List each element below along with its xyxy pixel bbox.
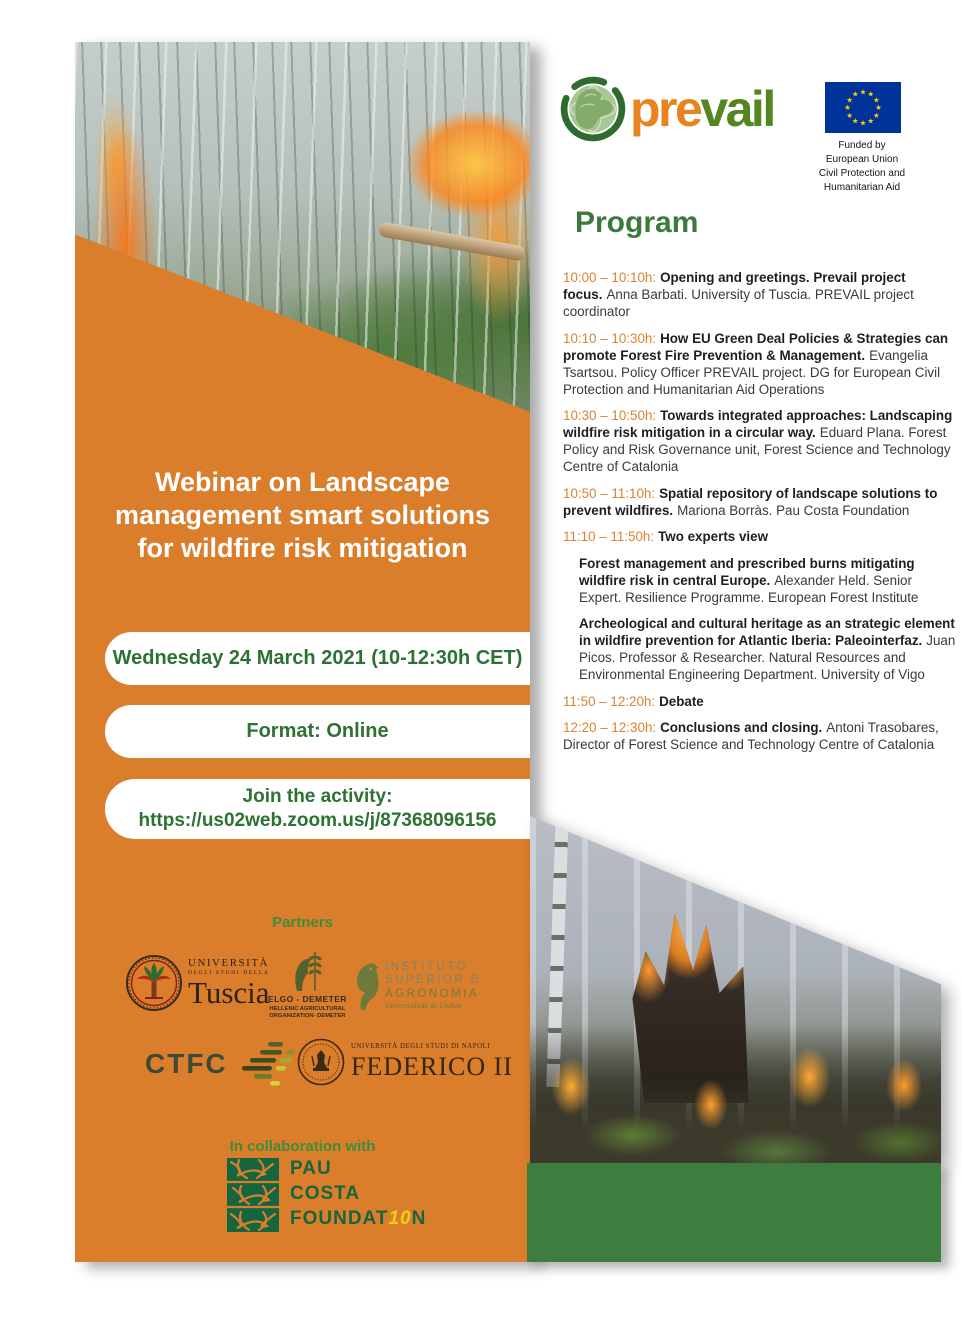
program-item-title: Two experts view: [658, 529, 768, 544]
program-item: [563, 330, 957, 398]
program-schedule: [563, 269, 957, 763]
zoom-meeting-link[interactable]: https://us02web.zoom.us/j/87368096156: [138, 810, 497, 831]
program-item-time: 10:10 – 10:30h:: [563, 330, 657, 346]
program-item-title: Opening and greetings. Prevail project focus.: [563, 270, 906, 302]
program-heading: Program: [575, 206, 699, 239]
logo-elgo-demeter: [268, 950, 347, 1020]
bottom-photo-wrap: [530, 816, 941, 1163]
format-text: Format: Online: [246, 720, 389, 742]
webinar-title-line3: for wildfire risk mitigation: [137, 533, 468, 563]
logo-federico-ii: [297, 1038, 513, 1086]
program-item: [563, 528, 957, 545]
join-banner: [105, 779, 530, 839]
isa-eagle-icon: [347, 960, 381, 1012]
svg-text:★: ★: [859, 118, 867, 128]
ctfc-wordmark: CTFC: [145, 1048, 228, 1079]
program-item-time: 11:50 – 12:20h:: [563, 693, 656, 709]
date-banner: [105, 632, 530, 685]
paucosta-ten-accent: 10: [388, 1208, 412, 1229]
program-item-detail: Alexander Held. Senior Expert. Resilience Programme. European Forest Institute: [579, 572, 919, 605]
program-item-time: 12:20 – 12:30h:: [563, 720, 657, 735]
program-item-time: 10:00 – 10:10h:: [563, 270, 657, 285]
program-item-detail: Anna Barbati. University of Tuscia. PREVAIL project coordinator: [563, 287, 914, 319]
program-item-detail: Juan Picos. Professor & Researcher. Natural Resources and Environmental Engineering Department. University of Vigo: [579, 633, 956, 682]
logo-ctfc: [145, 1040, 302, 1088]
svg-text:★: ★: [851, 89, 859, 99]
svg-text:★: ★: [867, 89, 875, 99]
isa-wordmark: INSTITUTO SUPERIOR Ð AGRONOMIA Universidade de Lisboa: [385, 960, 482, 1011]
foreground-flames-shape: [530, 1024, 941, 1163]
webinar-title: [93, 466, 512, 565]
ctfc-flag-icon: [240, 1040, 302, 1088]
svg-text:★: ★: [846, 95, 853, 105]
logo-university-tuscia: [125, 954, 270, 1012]
program-item-title: Conclusions and closing.: [660, 720, 823, 735]
eu-flag-icon: [825, 82, 901, 138]
program-item-detail: Antoni Trasobares, Director of Forest Science and Technology Centre of Catalonia: [563, 720, 939, 752]
join-label: Join the activity:: [242, 786, 393, 807]
eu-funding-caption: Funded by European Union Civil Protection and Humanitarian Aid: [818, 140, 906, 193]
tuscia-seal-icon: [125, 954, 183, 1012]
program-item: [563, 407, 957, 475]
logo-pau-costa-foundation: [225, 1156, 426, 1234]
date-text: Wednesday 24 March 2021 (10-12:30h CET): [112, 647, 523, 669]
webinar-title-line1: Webinar on Landscape: [154, 467, 451, 497]
burning-log-shape: [378, 221, 526, 261]
paucosta-scribble-icon: [225, 1156, 281, 1234]
program-item: [563, 269, 957, 320]
program-item-detail: Mariona Borràs. Pau Costa Foundation: [677, 502, 910, 518]
svg-text:★: ★: [867, 116, 875, 126]
svg-text:★: ★: [846, 110, 853, 120]
left-panel: [75, 42, 530, 1262]
elgo-subtitle: HELLENIC AGRICULTURAL ORGANIZATION- DEMETER: [269, 1006, 346, 1019]
collaboration-heading: In collaboration with: [229, 1138, 376, 1155]
prevail-globe-icon: [560, 76, 626, 142]
elgo-demeter-icon: [289, 950, 325, 992]
program-item-time: 11:10 – 11:50h:: [563, 529, 655, 544]
program-item: [563, 693, 957, 710]
program-item-detail: Eduard Plana. Forest Policy and Risk Governance unit, Forest Science and Technology Centre of Catalonia: [563, 425, 951, 474]
program-item: [563, 485, 957, 519]
svg-text:★: ★: [873, 95, 880, 105]
program-item-title: Spatial repository of landscape solutions to prevent wildfires.: [563, 485, 938, 518]
program-item: [563, 719, 957, 753]
prevail-wordmark: prevail: [630, 81, 774, 137]
svg-text:★: ★: [873, 110, 880, 120]
federico-wordmark: UNIVERSITÀ DEGLI STUDI DI NAPOLI FEDERICO II: [351, 1043, 513, 1081]
svg-text:★: ★: [859, 87, 867, 97]
forest-fire-photo-top: [75, 42, 530, 412]
program-item-title: Debate: [659, 693, 704, 709]
program-item-title: How EU Green Deal Policies & Strategies can promote Forest Fire Prevention & Management.: [563, 330, 949, 363]
green-footer-bar: [527, 1163, 941, 1262]
svg-text:★: ★: [851, 116, 859, 126]
format-banner: [105, 705, 530, 758]
partners-heading: Partners: [272, 914, 333, 931]
svg-text:★: ★: [844, 103, 851, 113]
program-item-title: Archeological and cultural heritage as an strategic element in wildfire prevention for Atlantic Iberia: Paleointerfaz.: [579, 616, 955, 648]
logo-instituto-superior-agronomia: [347, 960, 482, 1012]
program-item-time: 10:50 – 11:10h:: [563, 485, 656, 501]
paucosta-wordmark: PAU COSTA FOUNDAT10N: [290, 1158, 427, 1229]
program-item-detail: Evangelia Tsartsou. Policy Officer PREVAIL project. DG for European Civil Protection and Humanitarian Aid Operations: [563, 347, 941, 397]
svg-text:★: ★: [875, 103, 882, 113]
program-item-title: Forest management and prescribed burns mitigating wildfire risk in central Europe.: [579, 555, 915, 588]
federico-seal-icon: [297, 1038, 345, 1086]
tuscia-wordmark: UNIVERSITÀ DEGLI STUDI DELLA Tuscia: [188, 956, 270, 1011]
program-item-time: 10:30 – 10:50h:: [563, 408, 657, 423]
elgo-name: ELGO - DEMETER: [268, 994, 347, 1004]
program-item-title: Towards integrated approaches: Landscaping wildfire risk mitigation in a circular way.: [563, 408, 953, 440]
program-subitem: [563, 555, 957, 606]
forest-fire-photo-bottom: [530, 816, 941, 1163]
webinar-title-line2: management smart solutions: [114, 500, 491, 530]
prevail-logo: [560, 76, 774, 142]
program-subitem: [563, 615, 957, 683]
